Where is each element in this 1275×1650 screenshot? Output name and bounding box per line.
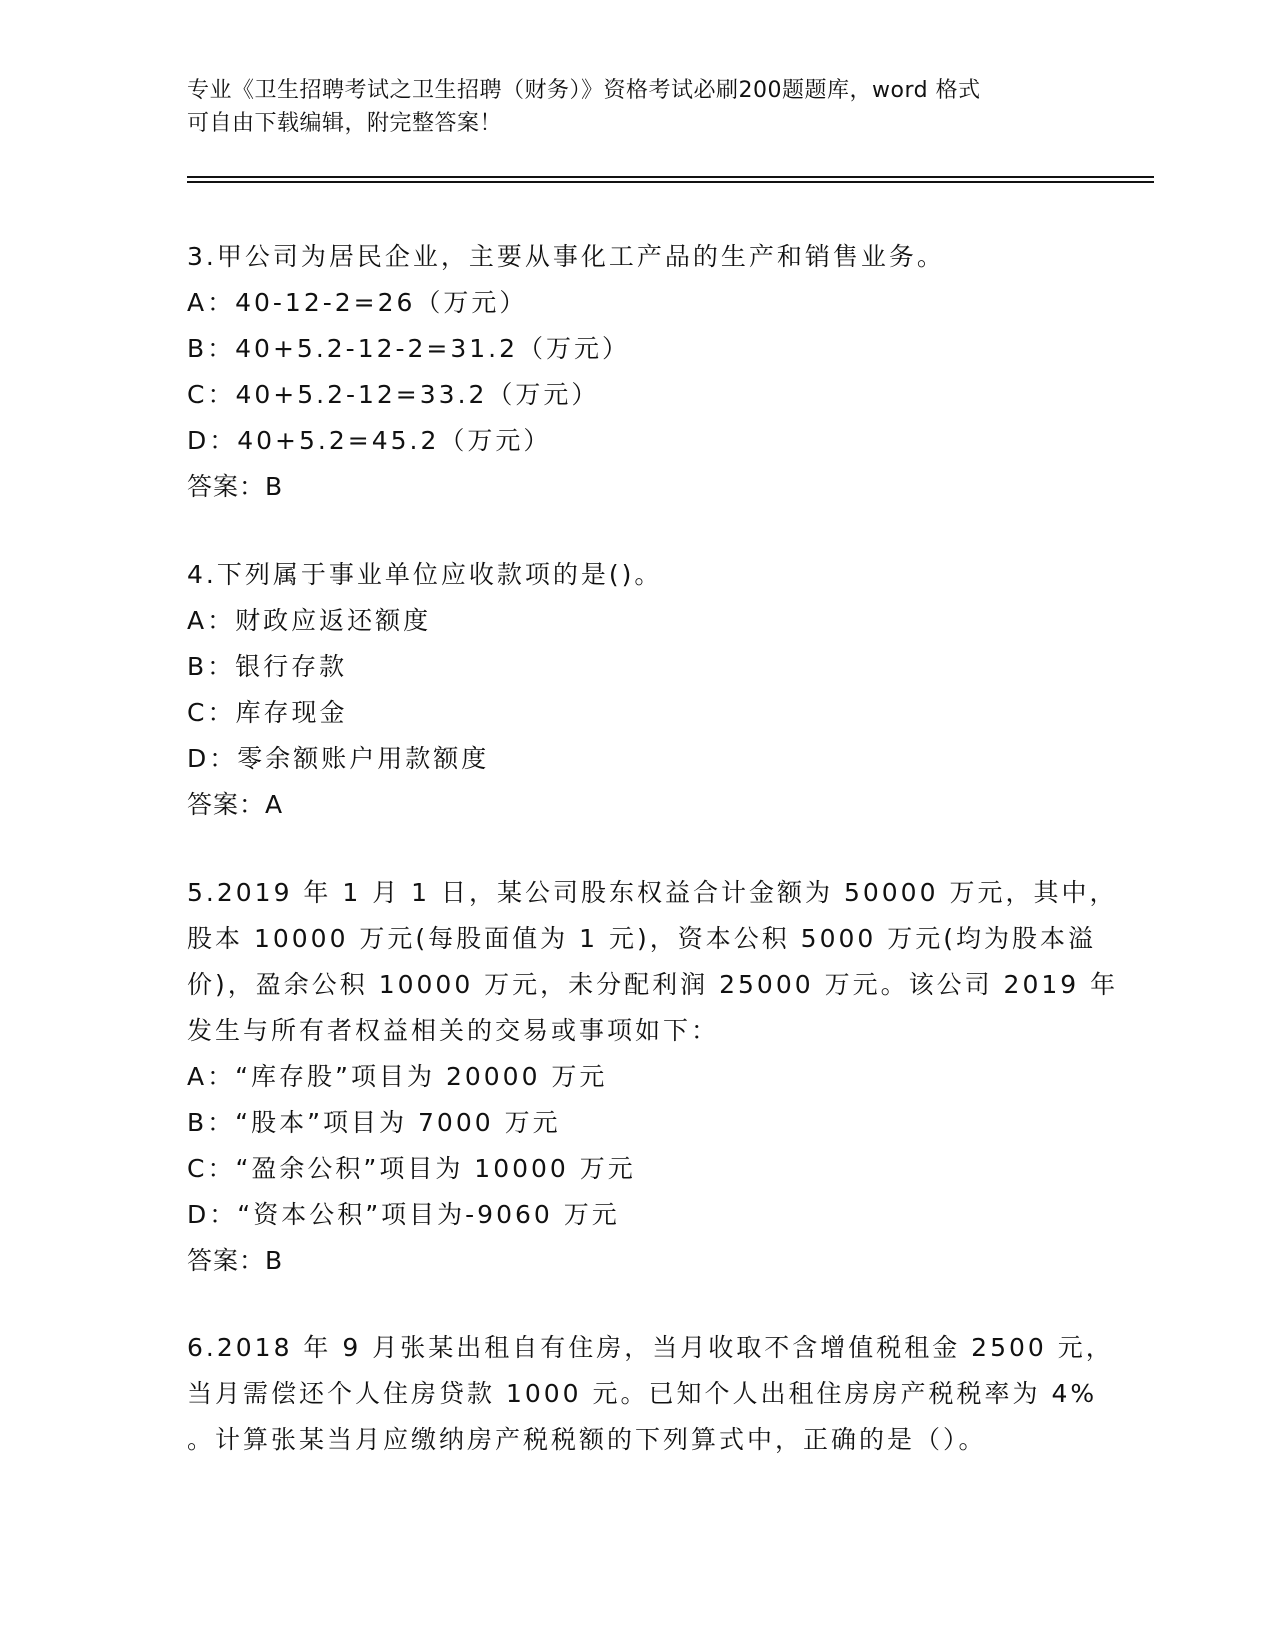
- option-b: B：银行存款: [187, 652, 348, 681]
- stem-line: 当月需偿还个人住房贷款 1000 元。已知个人出租住房房产税税率为 4%: [187, 1379, 1098, 1408]
- header-line-2: 可自由下载编辑，附完整答案！: [187, 111, 503, 136]
- header-divider-bottom: [187, 181, 1154, 183]
- option-d: D：40+5.2=45.2（万元）: [187, 426, 552, 455]
- option-c: C：40+5.2-12=33.2（万元）: [187, 380, 600, 409]
- document-header: [187, 74, 1087, 140]
- answer: 答案：A: [187, 790, 284, 819]
- question-4: [187, 552, 1087, 828]
- option-d: D：零余额账户用款额度: [187, 744, 490, 773]
- question-stem: [187, 1325, 1114, 1463]
- option-d: D：“资本公积”项目为-9060 万元: [187, 1200, 620, 1229]
- stem-line: 6.2018 年 9 月张某出租自有住房，当月收取不含增值税租金 2500 元，: [187, 1333, 1114, 1362]
- question-stem: [187, 552, 1087, 598]
- option-a: A：“库存股”项目为 20000 万元: [187, 1062, 608, 1091]
- header-line-1: 专业《卫生招聘考试之卫生招聘（财务）》资格考试必刷200题题库，word 格式: [187, 78, 981, 103]
- stem-line: 股本 10000 万元(每股面值为 1 元)，资本公积 5000 万元(均为股本溢: [187, 924, 1097, 953]
- header-divider-top: [187, 176, 1154, 178]
- stem-line: 4.下列属于事业单位应收款项的是()。: [187, 560, 663, 589]
- option-c: C：“盈余公积”项目为 10000 万元: [187, 1154, 636, 1183]
- option-b: B：40+5.2-12-2=31.2（万元）: [187, 334, 631, 363]
- question-stem: [187, 870, 1119, 1054]
- question-6: [187, 1325, 1114, 1463]
- stem-line: 5.2019 年 1 月 1 日，某公司股东权益合计金额为 50000 万元，其中，: [187, 878, 1118, 907]
- option-a: A：40-12-2=26（万元）: [187, 288, 528, 317]
- stem-line: 发生与所有者权益相关的交易或事项如下：: [187, 1016, 720, 1045]
- option-b: B：“股本”项目为 7000 万元: [187, 1108, 561, 1137]
- answer: 答案：B: [187, 472, 284, 501]
- question-5: [187, 870, 1119, 1284]
- option-c: C：库存现金: [187, 698, 348, 727]
- stem-line: 3.甲公司为居民企业，主要从事化工产品的生产和销售业务。: [187, 242, 945, 271]
- answer: 答案：B: [187, 1246, 284, 1275]
- option-a: A：财政应返还额度: [187, 606, 432, 635]
- stem-line: 。计算张某当月应缴纳房产税税额的下列算式中，正确的是（）。: [187, 1425, 987, 1454]
- question-3: [187, 234, 1087, 510]
- stem-line: 价)，盈余公积 10000 万元，未分配利润 25000 万元。该公司 2019 年: [187, 970, 1119, 999]
- question-stem: [187, 234, 1087, 280]
